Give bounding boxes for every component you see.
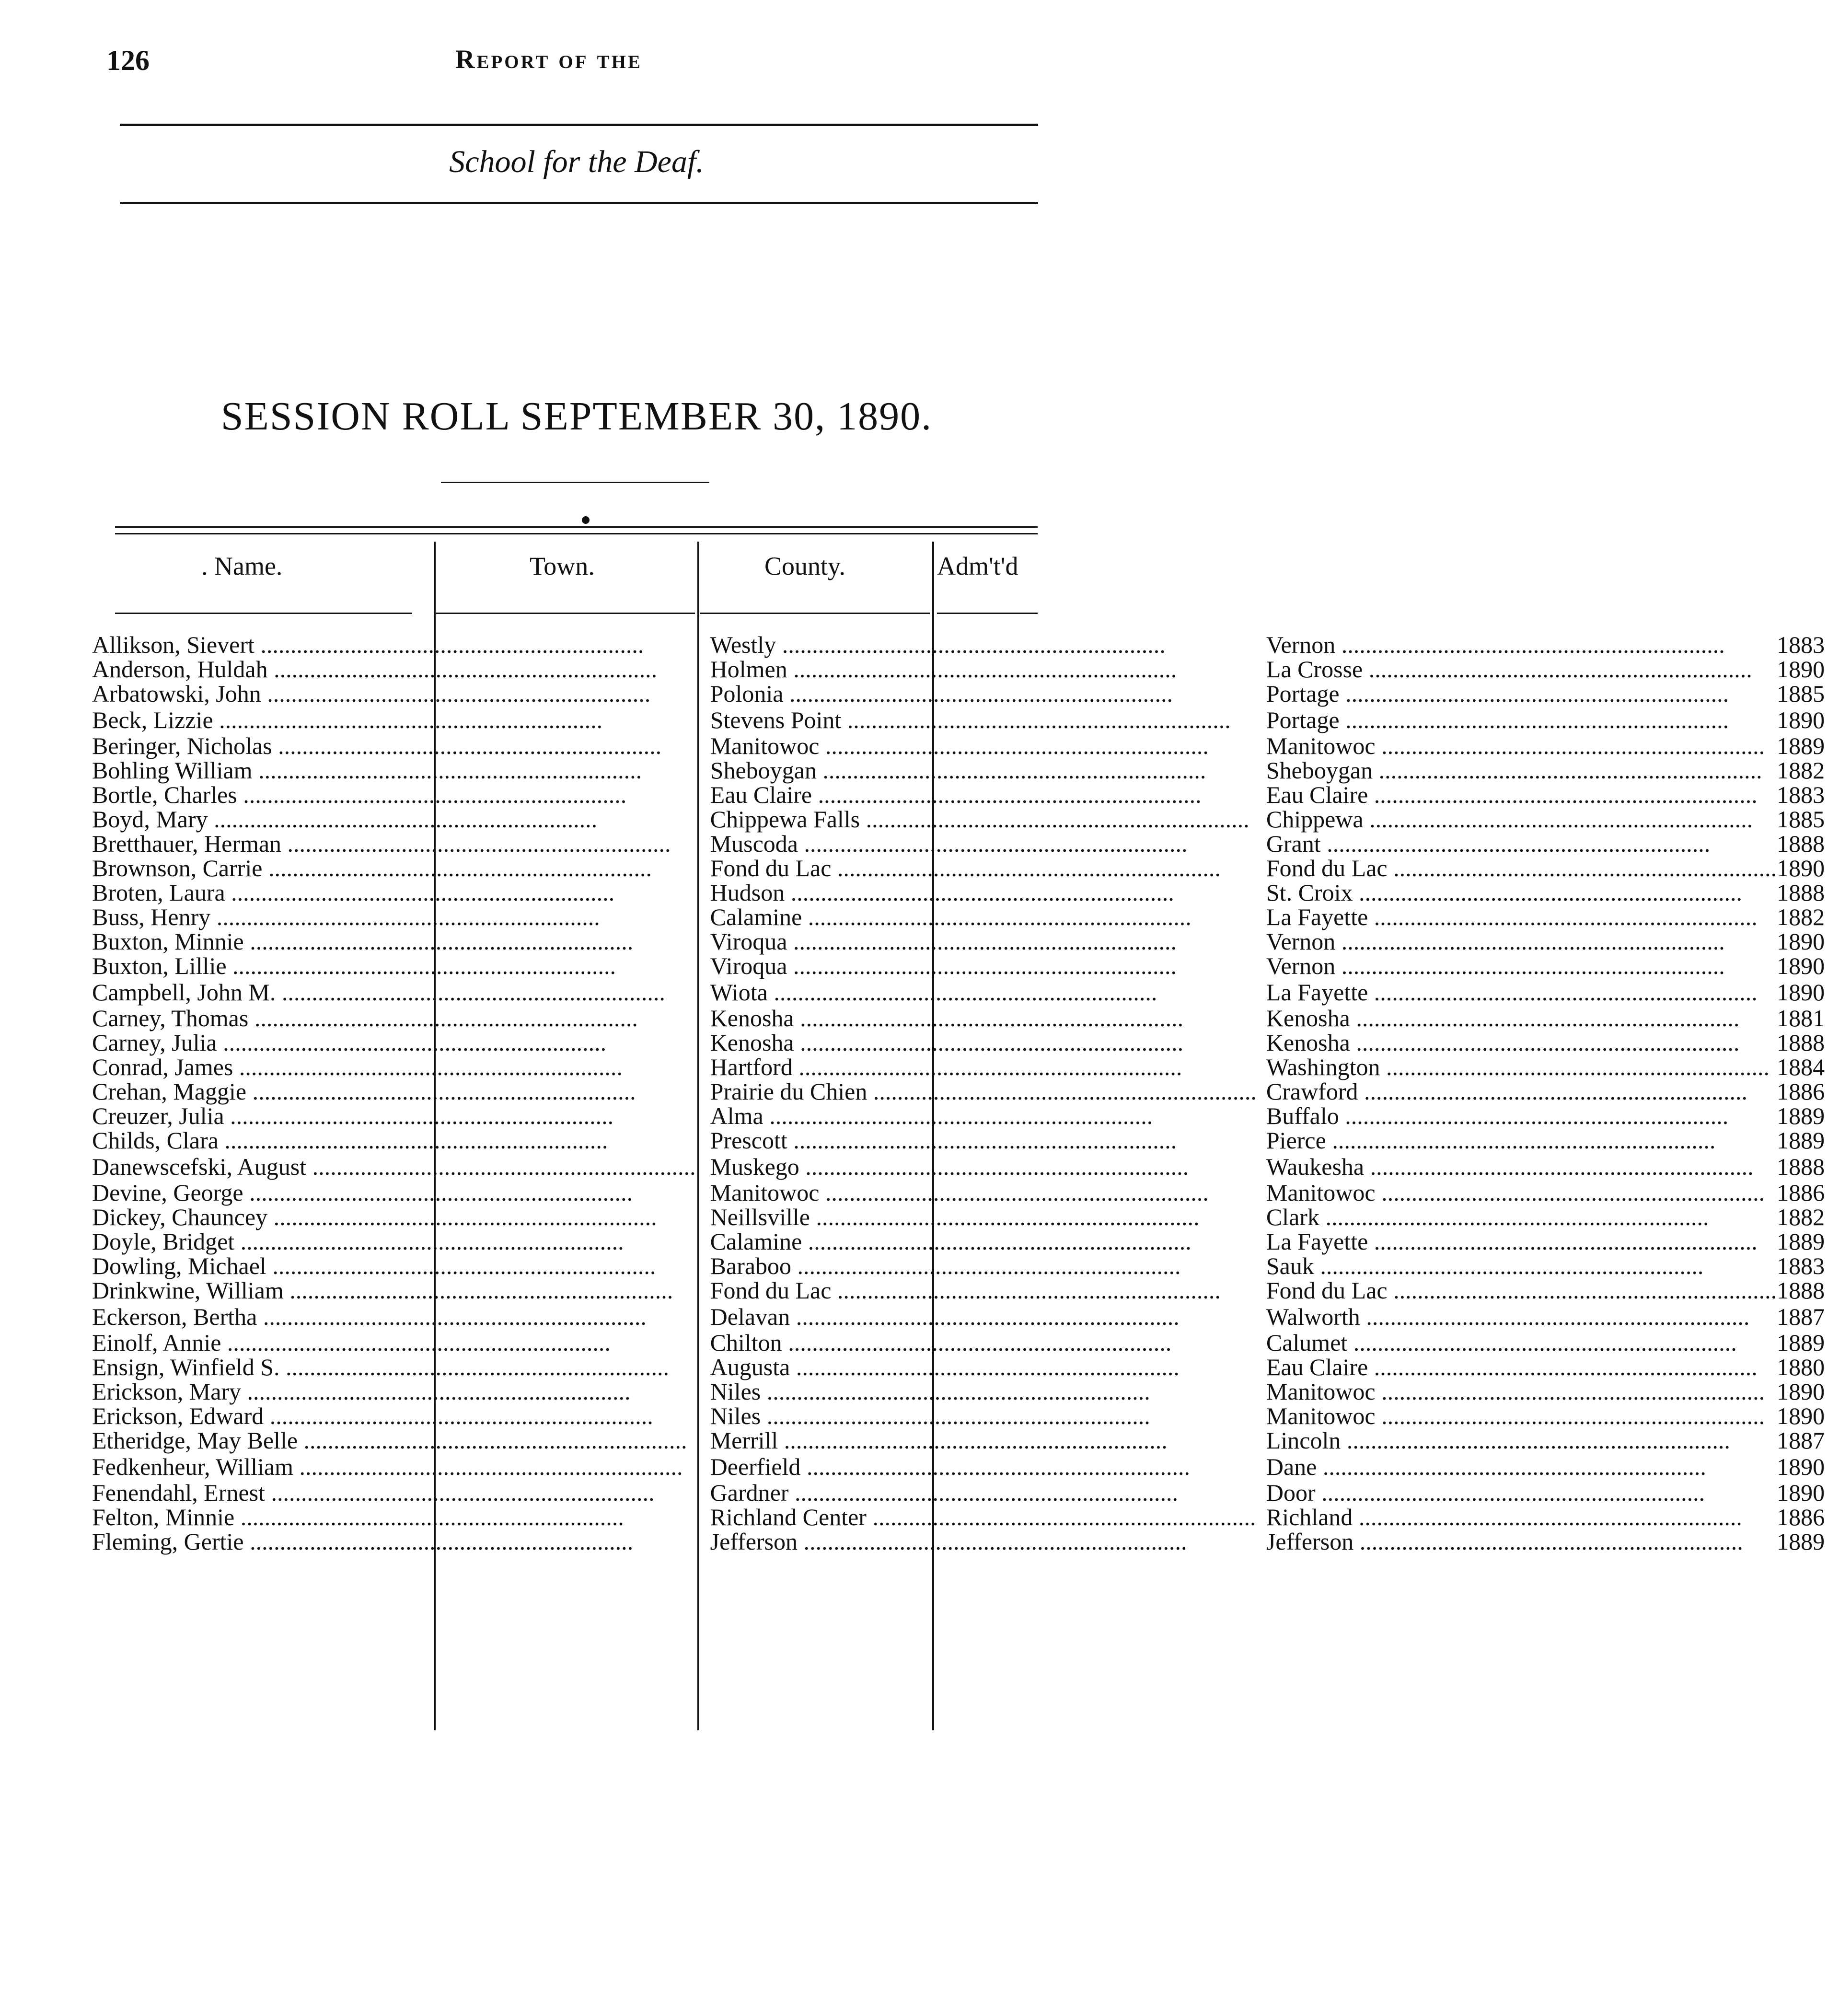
row-town: Hartford ..... (696, 1055, 1257, 1079)
row-name: Fenendahl, Ernest ..... (92, 1481, 696, 1505)
row-county: La Fayette ..... (1257, 978, 1777, 1006)
table-row (92, 1181, 1839, 1205)
row-town: Muskego ..... (696, 1153, 1257, 1181)
table-row (92, 1031, 1839, 1055)
row-year: 1887 (1777, 1303, 1825, 1330)
header-bottom-rule-town (436, 613, 695, 614)
row-year: 1882 (1777, 904, 1825, 930)
table-row (92, 1331, 1839, 1355)
row-name: Conrad, James ..... (92, 1055, 696, 1079)
row-county: St. Croix ..... (1257, 881, 1777, 905)
row-town: Sheboygan ..... (696, 758, 1257, 783)
table-row (92, 1205, 1839, 1229)
row-county: La Fayette ..... (1257, 905, 1777, 929)
row-town: Hudson ..... (696, 881, 1257, 905)
row-county: Portage ..... (1257, 682, 1777, 706)
table-row (92, 1006, 1839, 1031)
table-row (92, 1128, 1839, 1153)
roll-title: SESSION ROLL SEPTEMBER 30, 1890. (220, 394, 933, 439)
row-town: Merrill ..... (696, 1428, 1257, 1453)
row-town: Eau Claire ..... (696, 783, 1257, 807)
row-name: Fedkenheur, William ..... (92, 1453, 696, 1481)
table-row (92, 1055, 1839, 1079)
table-row (92, 758, 1839, 783)
row-year: 1889 (1777, 732, 1825, 759)
row-county: Manitowoc ..... (1257, 734, 1777, 758)
row-year: 1890 (1777, 706, 1825, 733)
row-town: Stevens Point ..... (696, 706, 1257, 734)
row-name: Dowling, Michael ..... (92, 1254, 696, 1278)
row-county: Manitowoc ..... (1257, 1181, 1777, 1205)
row-name: Anderson, Huldah ..... (92, 657, 696, 682)
session-roll-table (92, 633, 1839, 1554)
table-row (92, 1428, 1839, 1453)
column-header-town: Town. (530, 552, 595, 580)
row-name: Buxton, Lillie ..... (92, 954, 696, 978)
row-town: Chippewa Falls ..... (696, 807, 1257, 832)
row-name: Campbell, John M. ..... (92, 978, 696, 1006)
row-county: Eau Claire ..... (1257, 1355, 1777, 1379)
row-town: Neillsville ..... (696, 1205, 1257, 1229)
row-town: Viroqua ..... (696, 954, 1257, 978)
row-year: 1889 (1777, 1127, 1825, 1154)
row-county: Vernon ..... (1257, 633, 1777, 657)
row-county: Washington ..... (1257, 1055, 1777, 1079)
row-name: Boyd, Mary ..... (92, 807, 696, 832)
row-name: Dickey, Chauncey ..... (92, 1205, 696, 1229)
row-year: 1883 (1777, 781, 1825, 808)
row-name: Bohling William ..... (92, 758, 696, 783)
row-name: Erickson, Edward ..... (92, 1404, 696, 1428)
table-row (92, 1355, 1839, 1379)
row-year: 1890 (1777, 855, 1825, 881)
row-county: Kenosha ..... (1257, 1031, 1777, 1055)
row-town: Polonia ..... (696, 682, 1257, 706)
row-name: Arbatowski, John ..... (92, 682, 696, 706)
row-county: Sheboygan ..... (1257, 758, 1777, 783)
row-county: La Crosse ..... (1257, 657, 1777, 682)
row-year: 1885 (1777, 680, 1825, 707)
row-county: Manitowoc ..... (1257, 1404, 1777, 1428)
table-row (92, 856, 1839, 881)
row-year: 1883 (1777, 631, 1825, 658)
table-row (92, 1505, 1839, 1529)
row-year: 1888 (1777, 879, 1825, 906)
row-year: 1888 (1777, 1277, 1825, 1304)
row-name: Carney, Thomas ..... (92, 1006, 696, 1031)
row-year: 1890 (1777, 1479, 1825, 1506)
row-county: Eau Claire ..... (1257, 783, 1777, 807)
row-county: Pierce ..... (1257, 1128, 1777, 1153)
row-county: Fond du Lac ..... (1257, 856, 1777, 881)
table-row (92, 682, 1839, 706)
row-county: Grant ..... (1257, 832, 1777, 856)
table-row (92, 657, 1839, 682)
row-town: Deerfield ..... (696, 1453, 1257, 1481)
row-town: Manitowoc ..... (696, 734, 1257, 758)
header-bottom-rule-name (115, 613, 412, 614)
title-short-rule (441, 482, 709, 483)
row-town: Baraboo ..... (696, 1254, 1257, 1278)
row-county: Chippewa ..... (1257, 807, 1777, 832)
row-name: Drinkwine, William ..... (92, 1278, 696, 1303)
column-header-name: . Name. (201, 552, 283, 580)
row-town: Fond du Lac ..... (696, 1278, 1257, 1303)
row-town: Viroqua ..... (696, 929, 1257, 954)
section-title: School for the Deaf. (449, 144, 704, 179)
row-name: Creuzer, Julia ..... (92, 1104, 696, 1128)
table-top-rule-2 (115, 533, 1038, 534)
table-top-rule-1 (115, 526, 1038, 528)
row-name: Carney, Julia ..... (92, 1031, 696, 1055)
row-year: 1890 (1777, 1402, 1825, 1429)
row-name: Ensign, Winfield S. ..... (92, 1355, 696, 1379)
row-year: 1888 (1777, 1153, 1825, 1180)
row-county: Dane ..... (1257, 1453, 1777, 1481)
table-row (92, 1254, 1839, 1278)
row-county: Kenosha ..... (1257, 1006, 1777, 1031)
row-county: Vernon ..... (1257, 954, 1777, 978)
table-row (92, 807, 1839, 832)
row-year: 1888 (1777, 830, 1825, 857)
column-header-county: County. (764, 552, 846, 580)
row-county: Lincoln ..... (1257, 1428, 1777, 1453)
row-year: 1880 (1777, 1354, 1825, 1380)
row-name: Beck, Lizzie ..... (92, 706, 696, 734)
table-row (92, 905, 1839, 929)
row-town: Calamine ..... (696, 905, 1257, 929)
row-county: Sauk ..... (1257, 1254, 1777, 1278)
table-row (92, 1278, 1839, 1303)
row-year: 1889 (1777, 1528, 1825, 1555)
row-county: Clark ..... (1257, 1205, 1777, 1229)
row-town: Wiota ..... (696, 978, 1257, 1006)
ornament-dot (582, 516, 590, 524)
table-row (92, 832, 1839, 856)
table-row (92, 978, 1839, 1006)
row-name: Bretthauer, Herman ..... (92, 832, 696, 856)
table-row (92, 954, 1839, 978)
table-row (92, 1379, 1839, 1404)
row-name: Eckerson, Bertha ..... (92, 1303, 696, 1331)
row-town: Delavan ..... (696, 1303, 1257, 1331)
row-town: Augusta ..... (696, 1355, 1257, 1379)
row-year: 1882 (1777, 757, 1825, 784)
row-year: 1883 (1777, 1252, 1825, 1279)
row-town: Alma ..... (696, 1104, 1257, 1128)
row-year: 1889 (1777, 1329, 1825, 1356)
row-county: Waukesha ..... (1257, 1153, 1777, 1181)
row-county: Buffalo ..... (1257, 1104, 1777, 1128)
row-town: Holmen ..... (696, 657, 1257, 682)
running-head: Report of the (455, 45, 642, 74)
row-county: Jefferson ..... (1257, 1529, 1777, 1554)
row-county: Richland ..... (1257, 1505, 1777, 1529)
row-name: Broten, Laura ..... (92, 881, 696, 905)
row-name: Doyle, Bridget ..... (92, 1229, 696, 1254)
row-town: Kenosha ..... (696, 1031, 1257, 1055)
table-row (92, 929, 1839, 954)
row-name: Bortle, Charles ..... (92, 783, 696, 807)
row-town: Gardner ..... (696, 1481, 1257, 1505)
row-name: Childs, Clara ..... (92, 1128, 696, 1153)
row-town: Niles ..... (696, 1404, 1257, 1428)
row-name: Danewscefski, August ..... (92, 1153, 696, 1181)
row-year: 1886 (1777, 1504, 1825, 1530)
row-name: Beringer, Nicholas ..... (92, 734, 696, 758)
table-row (92, 1153, 1839, 1181)
row-name: Devine, George ..... (92, 1181, 696, 1205)
row-county: Manitowoc ..... (1257, 1379, 1777, 1404)
row-year: 1890 (1777, 978, 1825, 1006)
row-year: 1889 (1777, 1102, 1825, 1129)
row-name: Etheridge, May Belle ..... (92, 1428, 696, 1453)
row-town: Chilton ..... (696, 1331, 1257, 1355)
row-town: Muscoda ..... (696, 832, 1257, 856)
header-bottom-rule-year (937, 613, 1038, 614)
row-town: Kenosha ..... (696, 1006, 1257, 1031)
row-town: Fond du Lac ..... (696, 856, 1257, 881)
table-row (92, 1104, 1839, 1128)
row-year: 1890 (1777, 1453, 1825, 1480)
row-county: Door ..... (1257, 1481, 1777, 1505)
row-county: La Fayette ..... (1257, 1229, 1777, 1254)
row-year: 1890 (1777, 952, 1825, 979)
row-county: Vernon ..... (1257, 929, 1777, 954)
row-town: Prescott ..... (696, 1128, 1257, 1153)
row-name: Buxton, Minnie ..... (92, 929, 696, 954)
row-name: Fleming, Gertie ..... (92, 1529, 696, 1554)
table-row (92, 1079, 1839, 1104)
row-name: Crehan, Maggie ..... (92, 1079, 696, 1104)
table-row (92, 783, 1839, 807)
row-county: Portage ..... (1257, 706, 1777, 734)
header-rule (120, 124, 1038, 126)
row-town: Westly ..... (696, 633, 1257, 657)
row-year: 1882 (1777, 1204, 1825, 1230)
table-row (92, 1481, 1839, 1505)
row-county: Calumet ..... (1257, 1331, 1777, 1355)
row-name: Erickson, Mary ..... (92, 1379, 696, 1404)
row-year: 1890 (1777, 656, 1825, 683)
table-row (92, 1404, 1839, 1428)
row-county: Fond du Lac ..... (1257, 1278, 1777, 1303)
row-town: Niles ..... (696, 1379, 1257, 1404)
table-row (92, 881, 1839, 905)
row-year: 1890 (1777, 928, 1825, 955)
row-county: Crawford ..... (1257, 1079, 1777, 1104)
table-row (92, 1529, 1839, 1554)
row-town: Richland Center ..... (696, 1505, 1257, 1529)
row-year: 1890 (1777, 1378, 1825, 1405)
row-year: 1886 (1777, 1078, 1825, 1105)
row-town: Prairie du Chien ..... (696, 1079, 1257, 1104)
row-town: Jefferson ..... (696, 1529, 1257, 1554)
row-year: 1887 (1777, 1427, 1825, 1454)
row-name: Buss, Henry ..... (92, 905, 696, 929)
table-row (92, 734, 1839, 758)
page-number: 126 (106, 45, 150, 76)
row-name: Einolf, Annie ..... (92, 1331, 696, 1355)
section-rule (120, 202, 1038, 204)
row-name: Allikson, Sievert ..... (92, 633, 696, 657)
table-row (92, 1303, 1839, 1331)
table-row (92, 1453, 1839, 1481)
row-year: 1889 (1777, 1228, 1825, 1255)
row-town: Manitowoc ..... (696, 1181, 1257, 1205)
header-bottom-rule-county (700, 613, 930, 614)
row-name: Felton, Minnie ..... (92, 1505, 696, 1529)
row-county: Walworth ..... (1257, 1303, 1777, 1331)
row-year: 1886 (1777, 1179, 1825, 1206)
row-year: 1888 (1777, 1029, 1825, 1056)
table-row (92, 1229, 1839, 1254)
row-year: 1881 (1777, 1005, 1825, 1031)
row-town: Calamine ..... (696, 1229, 1257, 1254)
row-year: 1885 (1777, 806, 1825, 833)
column-header-admitted: Adm't'd (937, 552, 1018, 580)
row-year: 1884 (1777, 1054, 1825, 1080)
row-name: Brownson, Carrie ..... (92, 856, 696, 881)
table-row (92, 706, 1839, 734)
table-row (92, 633, 1839, 657)
